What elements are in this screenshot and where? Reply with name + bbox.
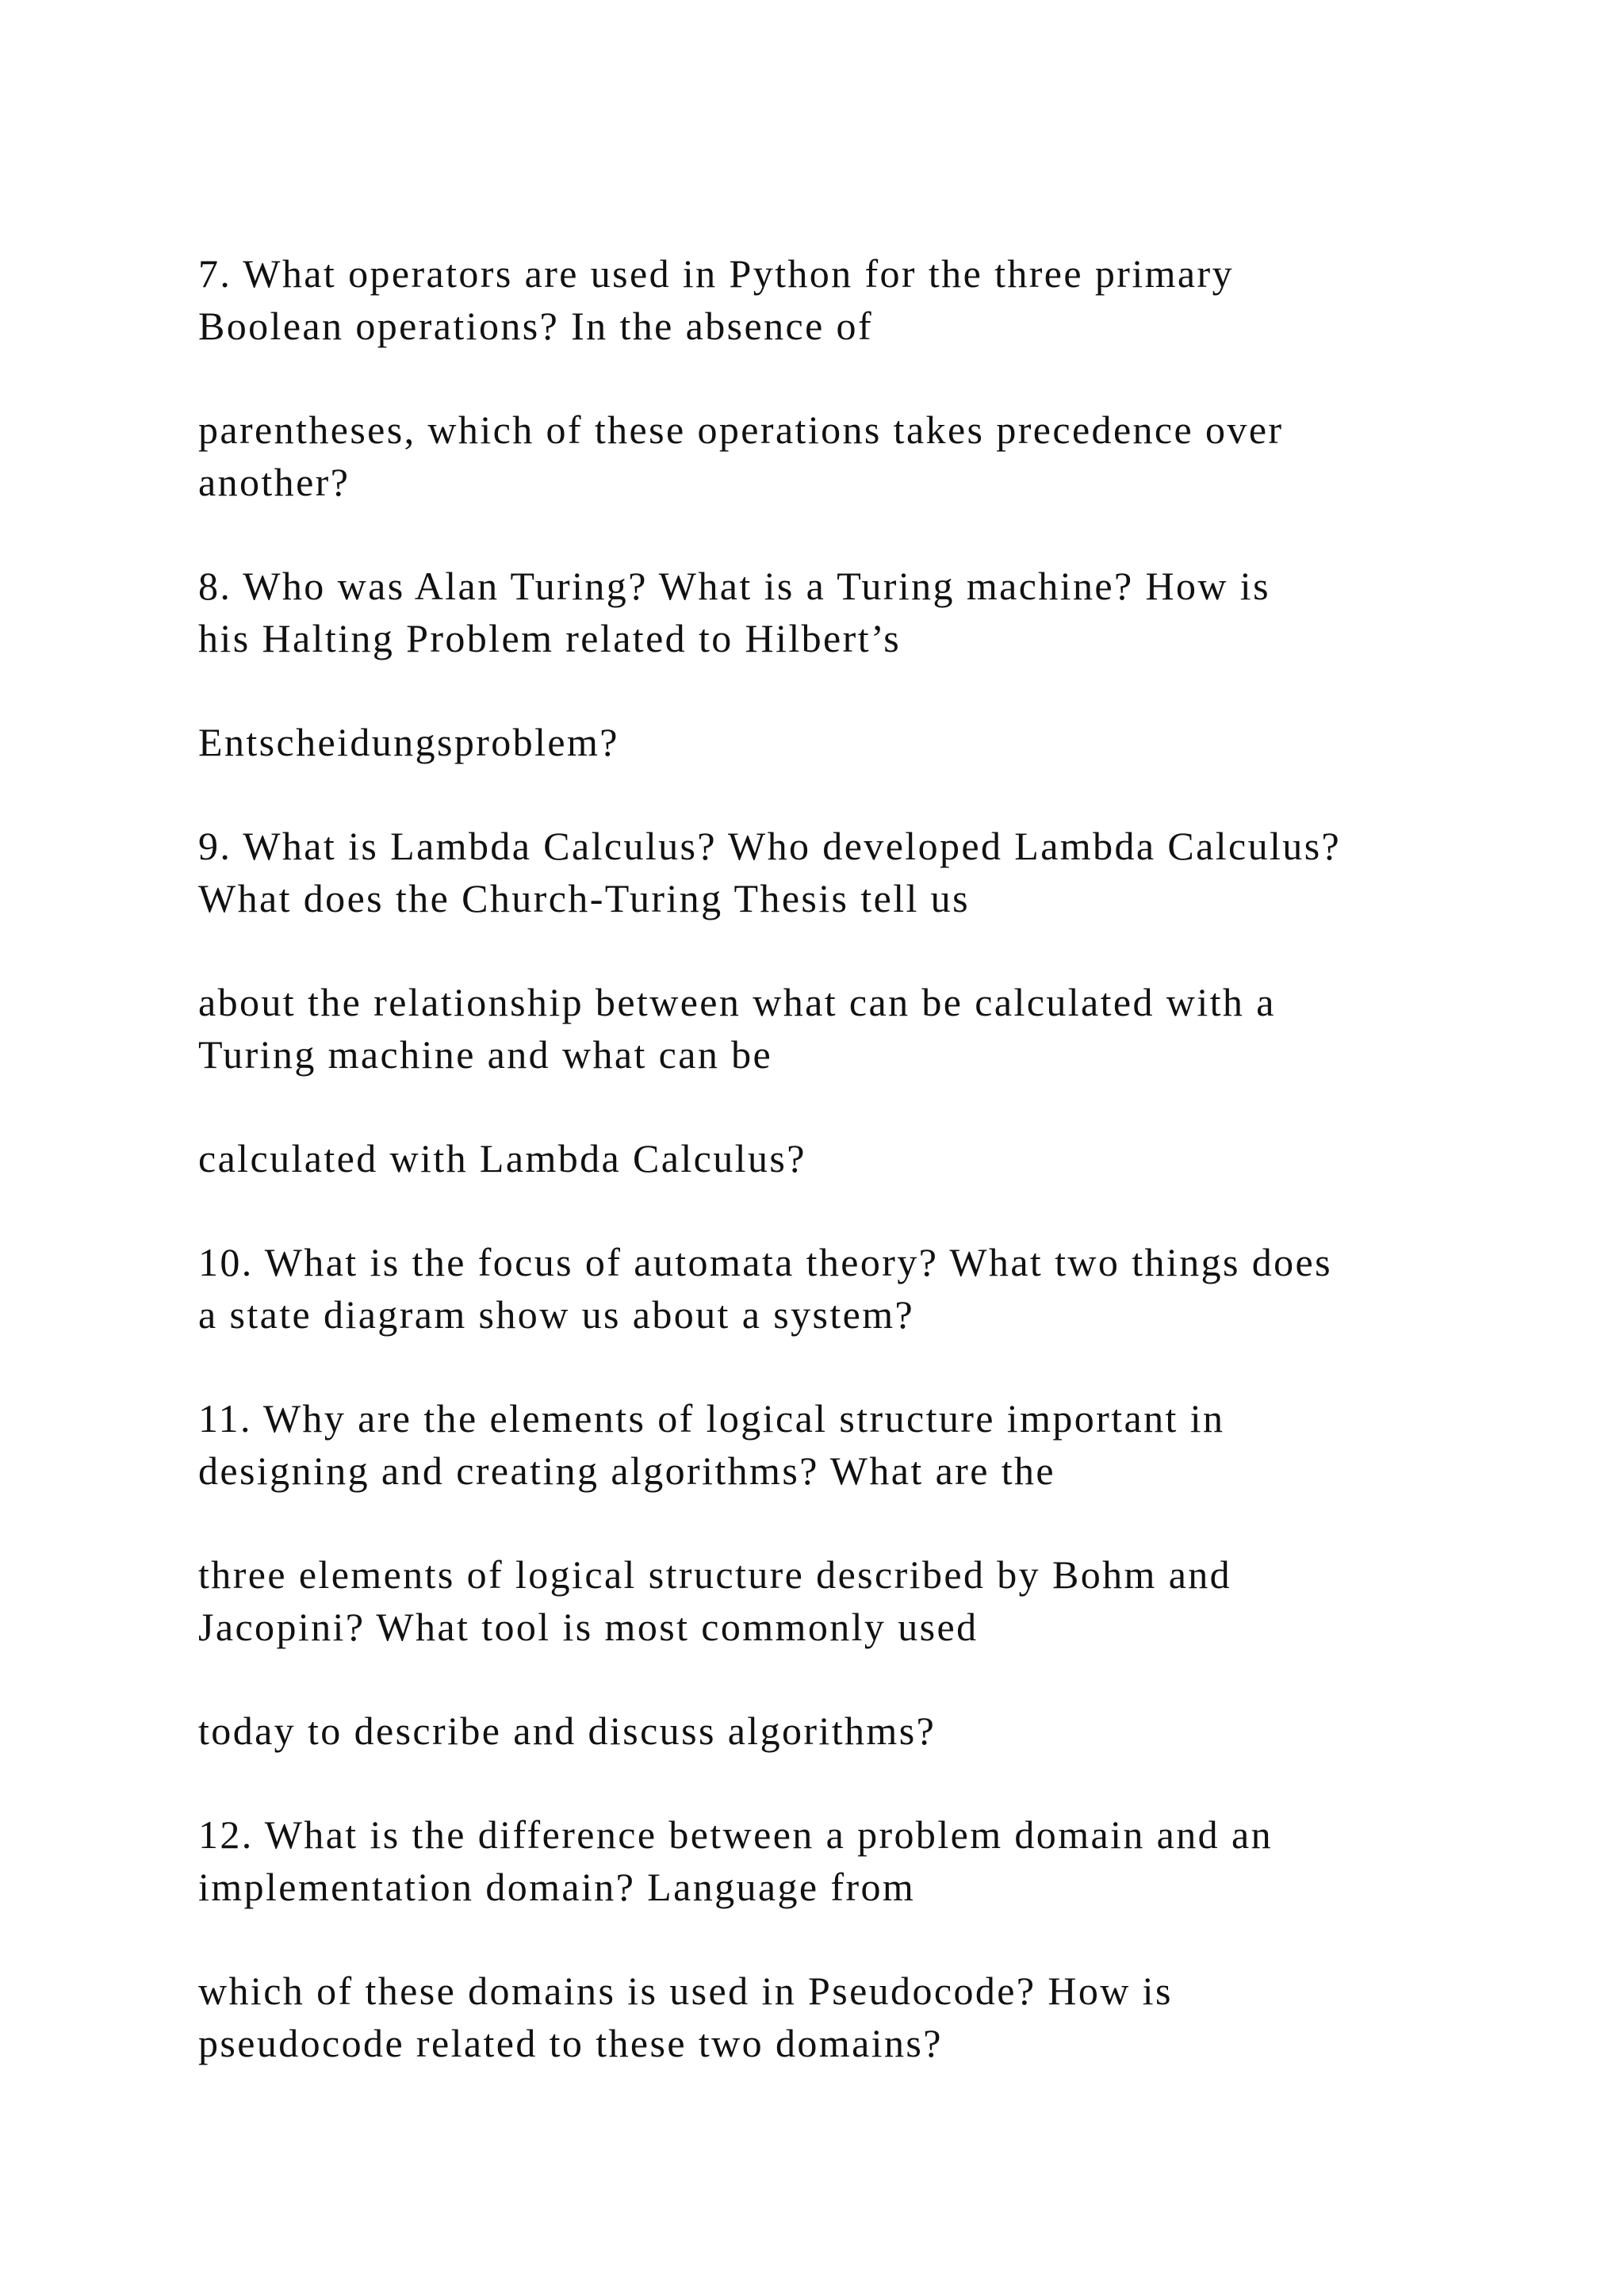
text-line: Boolean operations? In the absence of <box>198 304 874 348</box>
paragraph-q9-part3 <box>198 1132 1467 1184</box>
paragraph-q10 <box>198 1236 1467 1341</box>
document-body <box>198 247 1467 2121</box>
paragraph-q11-part3 <box>198 1705 1467 1757</box>
paragraph-q7-part2 <box>198 404 1467 508</box>
text-line: What does the Church-Turing Thesis tell us <box>198 876 970 920</box>
text-line: today to describe and discuss algorithms? <box>198 1709 936 1753</box>
text-line: calculated with Lambda Calculus? <box>198 1136 806 1181</box>
text-line: a state diagram show us about a system? <box>198 1292 915 1337</box>
text-line: Jacopini? What tool is most commonly used <box>198 1605 979 1649</box>
text-line: Entscheidungsproblem? <box>198 720 619 764</box>
paragraph-q9-part2 <box>198 976 1467 1081</box>
text-line: 7. What operators are used in Python for the three primary <box>198 251 1234 296</box>
paragraph-q12-part1 <box>198 1808 1467 1913</box>
paragraph-q9-part1 <box>198 820 1467 924</box>
paragraph-q11-part1 <box>198 1392 1467 1497</box>
text-line: about the relationship between what can be calculated with a <box>198 980 1276 1024</box>
text-line: 12. What is the difference between a problem domain and an <box>198 1812 1273 1857</box>
text-line: 9. What is Lambda Calculus? Who developed Lambda Calculus? <box>198 824 1342 868</box>
text-line: Turing machine and what can be <box>198 1032 773 1077</box>
paragraph-q8-part1 <box>198 560 1467 664</box>
text-line: parentheses, which of these operations takes precedence over <box>198 408 1284 452</box>
text-line: his Halting Problem related to Hilbert’s <box>198 616 902 660</box>
paragraph-q11-part2 <box>198 1548 1467 1653</box>
text-line: another? <box>198 460 350 504</box>
text-line: designing and creating algorithms? What are the <box>198 1448 1055 1493</box>
text-line: three elements of logical structure described by Bohm and <box>198 1552 1232 1597</box>
paragraph-q8-part2 <box>198 716 1467 768</box>
paragraph-q7-part1 <box>198 247 1467 352</box>
text-line: 8. Who was Alan Turing? What is a Turing machine? How is <box>198 564 1270 608</box>
text-line: pseudocode related to these two domains? <box>198 2021 943 2065</box>
paragraph-q12-part2 <box>198 1965 1467 2069</box>
text-line: implementation domain? Language from <box>198 1865 916 1909</box>
text-line: 10. What is the focus of automata theory? What two things does <box>198 1240 1333 1284</box>
text-line: 11. Why are the elements of logical structure important in <box>198 1396 1225 1441</box>
text-line: which of these domains is used in Pseudocode? How is <box>198 1969 1173 2013</box>
